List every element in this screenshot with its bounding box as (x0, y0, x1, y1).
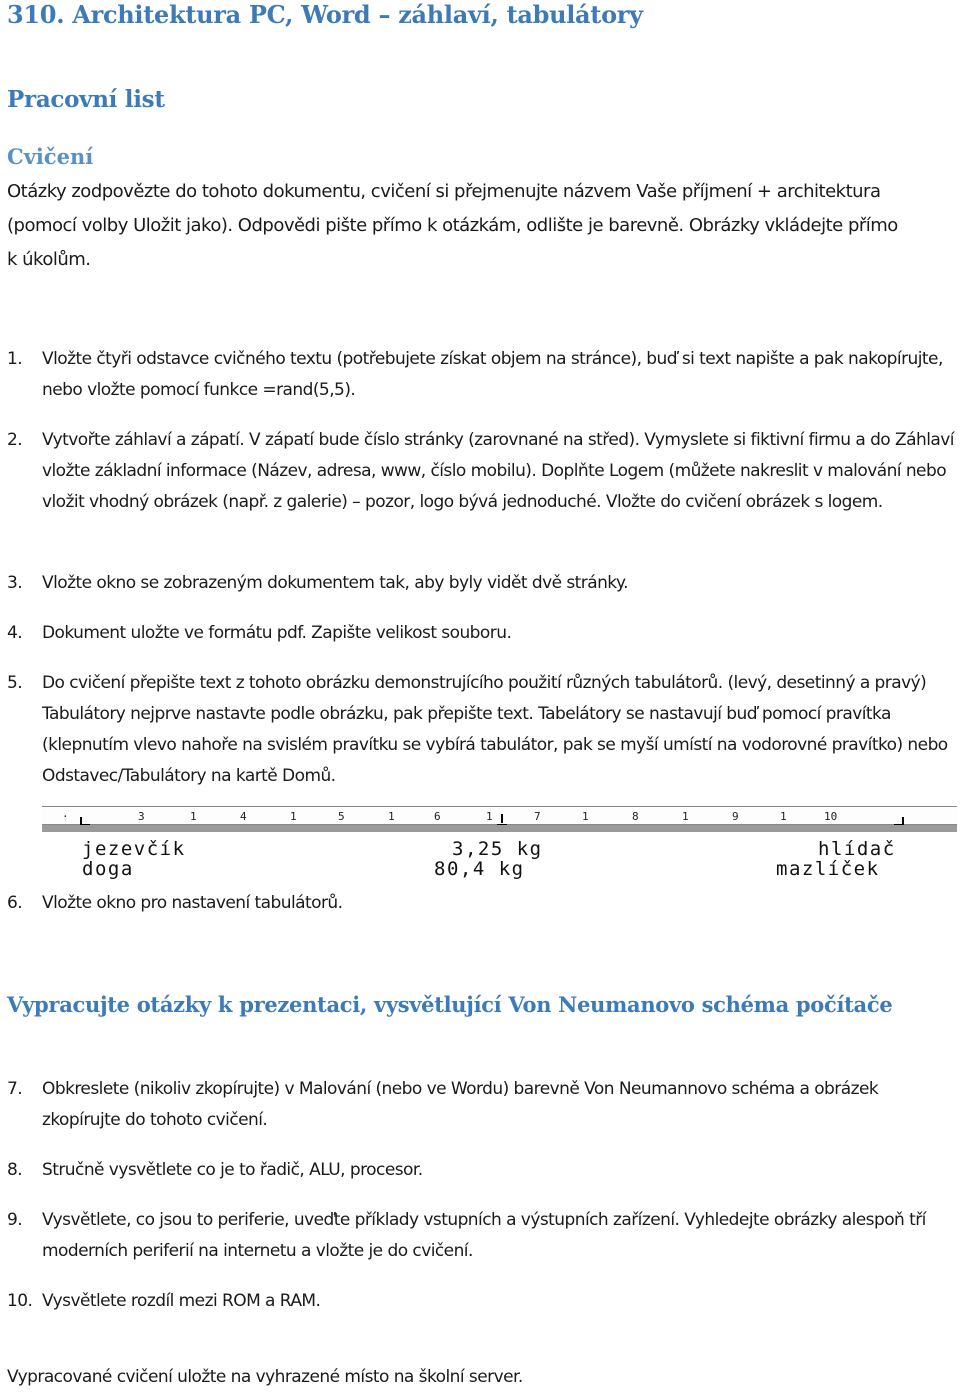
tab-left-text-2: doga (82, 858, 134, 880)
task-text: Vysvětlete rozdíl mezi ROM a RAM. (42, 1291, 321, 1311)
task-number: 8. (7, 1160, 23, 1180)
tab-right-text-2: mazlíček (776, 858, 880, 880)
tab-decimal-text-2: 80,4 kg (434, 858, 525, 880)
task-text: Dokument uložte ve formátu pdf. Zapište velikost souboru. (42, 623, 512, 643)
ruler-tick: 7 (534, 810, 541, 823)
ruler-tick: 1 (780, 810, 787, 823)
ruler-tick: 1 (190, 810, 197, 823)
ruler-tick: 9 (732, 810, 739, 823)
tab-ruler-image (42, 802, 957, 834)
exercise-heading: Cvičení (7, 144, 94, 169)
presentation-heading: Vypracujte otázky k prezentaci, vysvětlující Von Neumanovo schéma počítače (7, 992, 893, 1017)
task-text: Vložte čtyři odstavce cvičného textu (potřebujete získat objem na stránce), buď si text napište a pak nakopírujte, nebo vložte pomocí funkce =rand(5,5). (42, 349, 943, 400)
task-text: Stručně vysvětlete co je to řadič, ALU, procesor. (42, 1160, 423, 1180)
ruler-tick: 6 (434, 810, 441, 823)
footer-note: Vypracované cvičení uložte na vyhrazené místo na školní server. (7, 1367, 523, 1387)
task-text: Vložte okno se zobrazeným dokumentem tak, aby byly vidět dvě stránky. (42, 573, 628, 593)
ruler-tick: 8 (632, 810, 639, 823)
worksheet-heading: Pracovní list (7, 86, 165, 113)
ruler-tick: · (62, 810, 69, 823)
tab-decimal-text-1: 3,25 kg (452, 838, 543, 860)
task-number: 5. (7, 673, 23, 693)
task-number: 4. (7, 623, 23, 643)
task-text: Do cvičení přepište text z tohoto obrázku demonstrujícího použití různých tabulátorů. (levý, desetinný a pravý) Tabulátory nejprve nastavte podle obrázku, pak přepište text. Tabelátory se nastavují buď pomocí pravítka (klepnutím vlevo nahoře na svislém pravítku se vybírá tabulátor, pak se myší umístí na vodorovné pravítko) nebo Odstavec/Tabulátory na kartě Domů. (42, 673, 948, 786)
ruler-tick: 1 (290, 810, 297, 823)
ruler-shadow (42, 825, 957, 832)
tab-left-text-1: jezevčík (82, 838, 186, 860)
ruler-bar (42, 806, 957, 825)
ruler-tick: 1 (388, 810, 395, 823)
ruler-tick: 5 (338, 810, 345, 823)
task-number: 9. (7, 1210, 23, 1230)
task-text: Vložte okno pro nastavení tabulátorů. (42, 893, 343, 913)
ruler-tick: 1 (682, 810, 689, 823)
task-number: 10. (7, 1291, 33, 1311)
task-number: 2. (7, 430, 23, 450)
intro-paragraph: Otázky zodpovězte do tohoto dokumentu, cvičení si přejmenujte názvem Vaše příjmení + architektura (pomocí volby Uložit jako). Odpovědi pište přímo k otázkám, odlište je barevně. Obrázky vkládejte přímo k úkolům. (7, 181, 898, 270)
ruler-tick: 3 (138, 810, 145, 823)
task-text: Obkreslete (nikoliv zkopírujte) v Malování (nebo ve Wordu) barevně Von Neumannovo schéma a obrázek zkopírujte do tohoto cvičení. (42, 1079, 879, 1130)
ruler-tick: 1 (486, 810, 493, 823)
tab-right-text-1: hlídač (818, 838, 896, 860)
task-text: Vysvětlete, co jsou to periferie, uveďte příklady vstupních a výstupních zařízení. Vyhledejte obrázky alespoň tří moderních periferií na internetu a vložte je do cvičení. (42, 1210, 926, 1261)
task-number: 3. (7, 573, 23, 593)
ruler-tick: 1 (582, 810, 589, 823)
task-text: Vytvořte záhlaví a zápatí. V zápatí bude číslo stránky (zarovnané na střed). Vymyslete si fiktivní firmu a do Záhlaví vložte základní informace (Název, adresa, www, číslo mobilu). Doplňte Logem (můžete nakreslit v malování nebo vložit vhodný obrázek (např. z galerie) – pozor, logo bývá jednoduché. Vložte do cvičení obrázek s logem. (42, 430, 954, 512)
task-number: 7. (7, 1079, 23, 1099)
ruler-tick: 4 (240, 810, 247, 823)
document-title: 310. Architektura PC, Word – záhlaví, tabulátory (7, 0, 643, 29)
task-number: 1. (7, 349, 23, 369)
ruler-tick: 10 (824, 810, 838, 823)
task-number: 6. (7, 893, 23, 913)
